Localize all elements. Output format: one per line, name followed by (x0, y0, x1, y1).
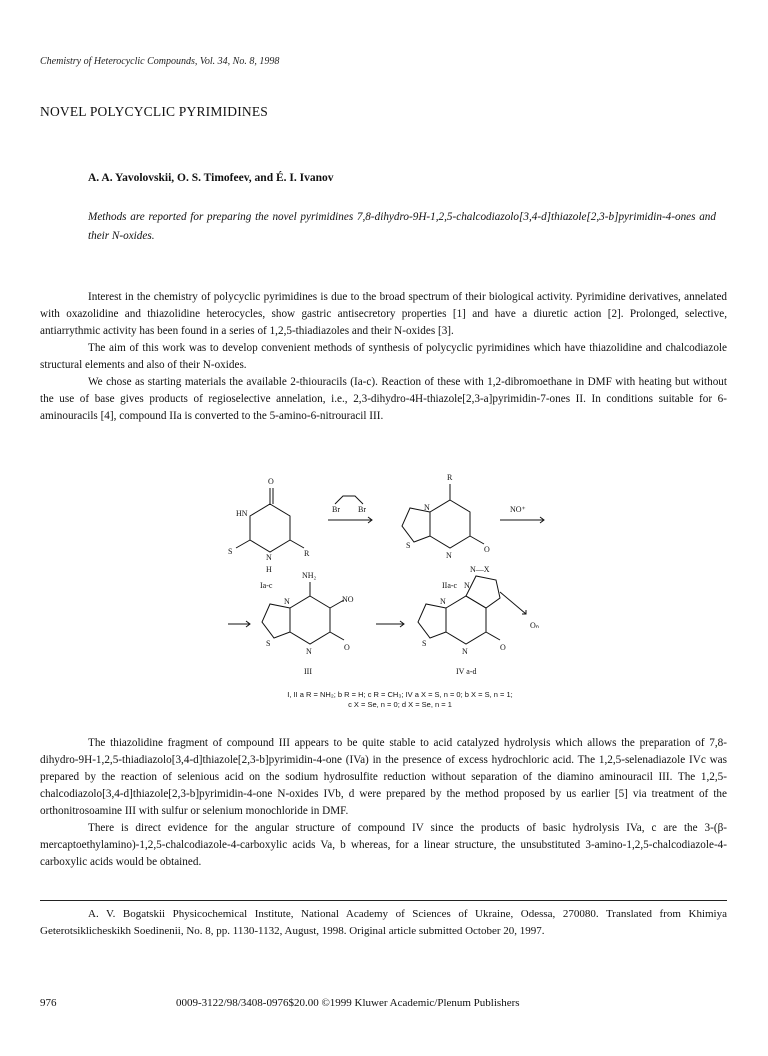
scheme-label: NO (342, 595, 354, 604)
compound-label: Ia-c (260, 581, 273, 590)
paragraph: The aim of this work was to develop convenient methods of synthesis of polycyclic pyrimidines which have thiazolidine and chalcodiazole structural elements and also of their N-oxides. (40, 342, 727, 371)
paragraph: Interest in the chemistry of polycyclic pyrimidines is due to the broad spectrum of their biological activity. Pyrimidine derivatives, annelated with oxazolidine and thiazolidine heterocycles, show gastric antisecretory properties [1] and have a diuretic action [2]. Prolonged, selective, antiarrythmic activity has been found in a series of 1,2,5-thiadiazoles and their N-oxides [3]. (40, 291, 727, 337)
scheme-label: NO⁺ (510, 505, 526, 514)
article-authors: A. A. Yavolovskii, O. S. Timofeev, and É. I. Ivanov (88, 172, 334, 184)
scheme-label: Oₙ (530, 621, 539, 630)
scheme-label: Br (332, 505, 340, 514)
reaction-scheme (210, 464, 570, 714)
scheme-label: N—X (470, 565, 490, 574)
thiazolidine-ring-IV (418, 604, 446, 638)
compound-label: IV a-d (456, 667, 477, 676)
footnote (40, 906, 727, 940)
copyright-line: 0009-3122/98/3408-0976$20.00 ©1999 Kluwer Academic/Plenum Publishers (176, 997, 520, 1009)
paragraph: We chose as starting materials the available 2-thiouracils (Ia-c). Reaction of these with 1,2-dibromoethane in DMF with heating but without the use of base gives products of regioselective annelation, i.e., 2,3-dihydro-4H-thiazole[2,3-a]pyrimidin-7-ones II. In conditions suitable for 6-aminouracils [4], compound IIa is converted to the 5-amino-6-nitrouracil III. (40, 376, 727, 422)
journal-header: Chemistry of Heterocyclic Compounds, Vol. 34, No. 8, 1998 (40, 56, 280, 67)
scheme-label: O (500, 643, 506, 652)
scheme-label: N (446, 551, 452, 560)
article-abstract: Methods are reported for preparing the novel pyrimidines 7,8-dihydro-9H-1,2,5-chalcodiazolo[3,4-d]thiazole[2,3-b]pyrimidin-4-ones and their N-oxides. (88, 211, 716, 242)
paragraph: The thiazolidine fragment of compound III appears to be quite stable to acid catalyzed hydrolysis which allows the preparation of 7,8-dihydro-9H-1,2,5-thiadiazolo[3,4-d]thiazole[2,3-b]pyrimidin-4-one (IVa) in the presence of excess hydrochloric acid. The 1,2,5-selenadiazole IVc was prepared by the reaction of selenious acid on the sodium hydrosulfite reduction without separation of the diamino aminouracil III. The 1,2,5-chalcodiazolo[3,4-d]thiazole[2,3-b]pyrimidin-4-one N-oxides IVb, d were prepared by the method proposed by us earlier [5] via treatment of the orthonitrosoamine III with sulfur or selenium monochloride in DMF. (40, 737, 727, 817)
scheme-label: N (306, 647, 312, 656)
chalcodiazole-ring-IV (466, 576, 500, 608)
scheme-label: N (266, 553, 272, 562)
ring-IIa-c (430, 500, 470, 548)
ring-Ia-c (250, 504, 290, 552)
scheme-label: NH₂ (302, 571, 317, 580)
ring-III (290, 596, 330, 644)
ring-IV (446, 596, 486, 644)
compound-label: IIa-c (442, 581, 458, 590)
article-body-intro (40, 289, 727, 425)
article-body-results (40, 735, 727, 871)
article-title: NOVEL POLYCYCLIC PYRIMIDINES (40, 104, 269, 119)
scheme-label: Br (358, 505, 366, 514)
scheme-label: S (266, 639, 271, 648)
scheme-legend (240, 690, 560, 710)
thiazolidine-ring-III (262, 604, 290, 638)
scheme-label: S (228, 547, 233, 556)
scheme-label: O (484, 545, 490, 554)
scheme-label: H (266, 565, 272, 574)
thiazolidine-ring-II (402, 508, 430, 542)
scheme-label: O (344, 643, 350, 652)
scheme-label: O (268, 477, 274, 486)
scheme-label: N (284, 597, 290, 606)
compound-label: III (304, 667, 312, 676)
scheme-label: N (462, 647, 468, 656)
footnote-divider (40, 900, 727, 901)
paragraph: There is direct evidence for the angular structure of compound IV since the products of basic hydrolysis IVa, c are the 3-(β-mercaptoethylamino)-1,2,5-chalcodiazole-4-carboxylic acids Va, b whereas, for a linear structure, the unsubstituted 3-amino-1,2,5-chalcodiazole-4-carboxylic acids would be obtained. (40, 822, 727, 868)
legend-line: c X = Se, n = 0; d X = Se, n = 1 (348, 700, 452, 709)
scheme-label: N (440, 597, 446, 606)
footnote-text: A. V. Bogatskii Physicochemical Institute, National Academy of Sciences of Ukraine, Odessa, 270080. Translated from Khimiya Geterotsiklicheskikh Soedinenii, No. 8, pp. 1130-1132, August, 1998. Original article submitted October 20, 1997. (40, 908, 727, 937)
scheme-label: N (424, 503, 430, 512)
scheme-label: S (422, 639, 427, 648)
scheme-label: R (304, 549, 310, 558)
scheme-label: R (447, 473, 453, 482)
legend-line: I, II a R = NH₂; b R = H; c R = CH₃; IV a X = S, n = 0; b X = S, n = 1; (287, 690, 513, 699)
scheme-label: HN (236, 509, 248, 518)
page-number: 976 (40, 997, 57, 1009)
scheme-label: N (464, 581, 470, 590)
scheme-label: S (406, 541, 411, 550)
